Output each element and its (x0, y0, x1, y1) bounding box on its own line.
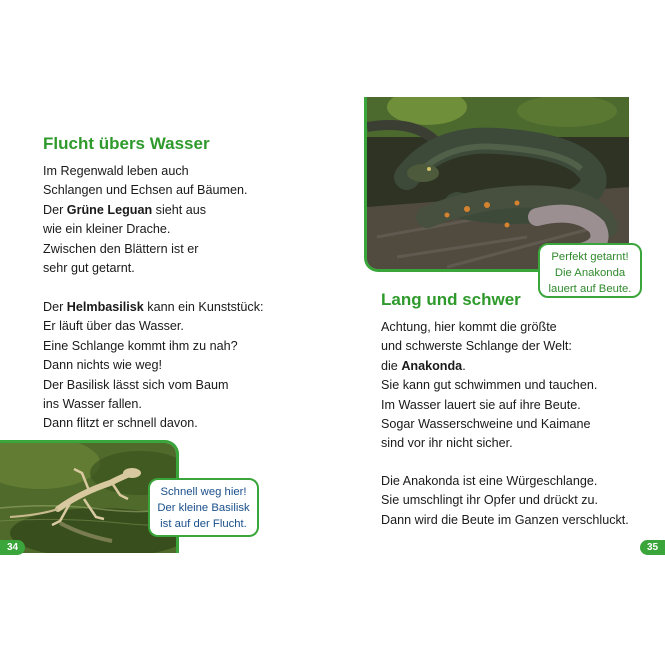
text-line (381, 357, 597, 376)
left-heading: Flucht übers Wasser (43, 134, 210, 153)
text-line: Im Wasser lauert sie auf ihre Beute. (381, 397, 581, 412)
text-line: Perfekt getarnt! (551, 251, 629, 263)
text-line: ins Wasser fallen. (43, 397, 142, 412)
page-number-left: 34 (0, 540, 25, 555)
text-line: sind vor ihr nicht sicher. (381, 436, 513, 451)
right-page (333, 0, 665, 665)
bold-term: Anakonda (401, 358, 463, 373)
text-line: Sogar Wasserschweine und Kaimane (381, 417, 591, 432)
text-run: sieht aus (152, 202, 207, 217)
text-line: Sie kann gut schwimmen und tauchen. (381, 378, 598, 393)
text-run: kann ein Kunststück: (143, 300, 264, 314)
bold-term: Helmbasilisk (66, 300, 144, 314)
basilisk-callout (148, 478, 259, 537)
text-line: lauert auf Beute. (548, 283, 632, 295)
text-line: Im Regenwald leben auch (43, 164, 189, 178)
text-line (43, 201, 247, 220)
text-line: wie ein kleiner Drache. (43, 222, 171, 237)
text-run: die (381, 358, 402, 373)
right-heading: Lang und schwer (381, 290, 521, 309)
text-line: Schlangen und Echsen auf Bäumen. (43, 183, 248, 198)
text-run: . (462, 358, 466, 373)
text-line: Der kleine Basilisk (157, 502, 250, 514)
text-line: sehr gut getarnt. (43, 261, 135, 276)
text-line: Dann nichts wie weg! (43, 358, 163, 373)
left-paragraph-2 (43, 298, 264, 434)
text-line: Dann flitzt er schnell davon. (43, 416, 198, 431)
text-line: und schwerste Schlange der Welt: (381, 339, 572, 354)
text-run: Der (43, 300, 67, 314)
text-line (43, 298, 264, 317)
text-line: Er läuft über das Wasser. (43, 319, 184, 334)
text-line: Die Anakonda (554, 267, 626, 279)
page-number-right: 35 (640, 540, 665, 555)
right-paragraph-2 (381, 472, 629, 530)
text-line: Die Anakonda ist eine Würgeschlange. (381, 474, 598, 488)
text-line: Zwischen den Blättern ist er (43, 241, 199, 256)
text-line: Schnell weg hier! (160, 486, 247, 498)
bold-term: Grüne Leguan (66, 202, 153, 217)
text-line: Dann wird die Beute im Ganzen verschluckt. (381, 512, 629, 527)
text-line: Achtung, hier kommt die größte (381, 320, 557, 334)
text-line: Der Basilisk lässt sich vom Baum (43, 377, 229, 392)
text-line: ist auf der Flucht. (160, 518, 247, 530)
text-line: Sie umschlingt ihr Opfer und drückt zu. (381, 493, 598, 508)
text-run: Der (43, 202, 67, 217)
right-paragraph-1 (381, 318, 597, 454)
text-line: Eine Schlange kommt ihm zu nah? (43, 338, 238, 353)
left-page (0, 0, 332, 665)
left-paragraph-1 (43, 162, 247, 278)
